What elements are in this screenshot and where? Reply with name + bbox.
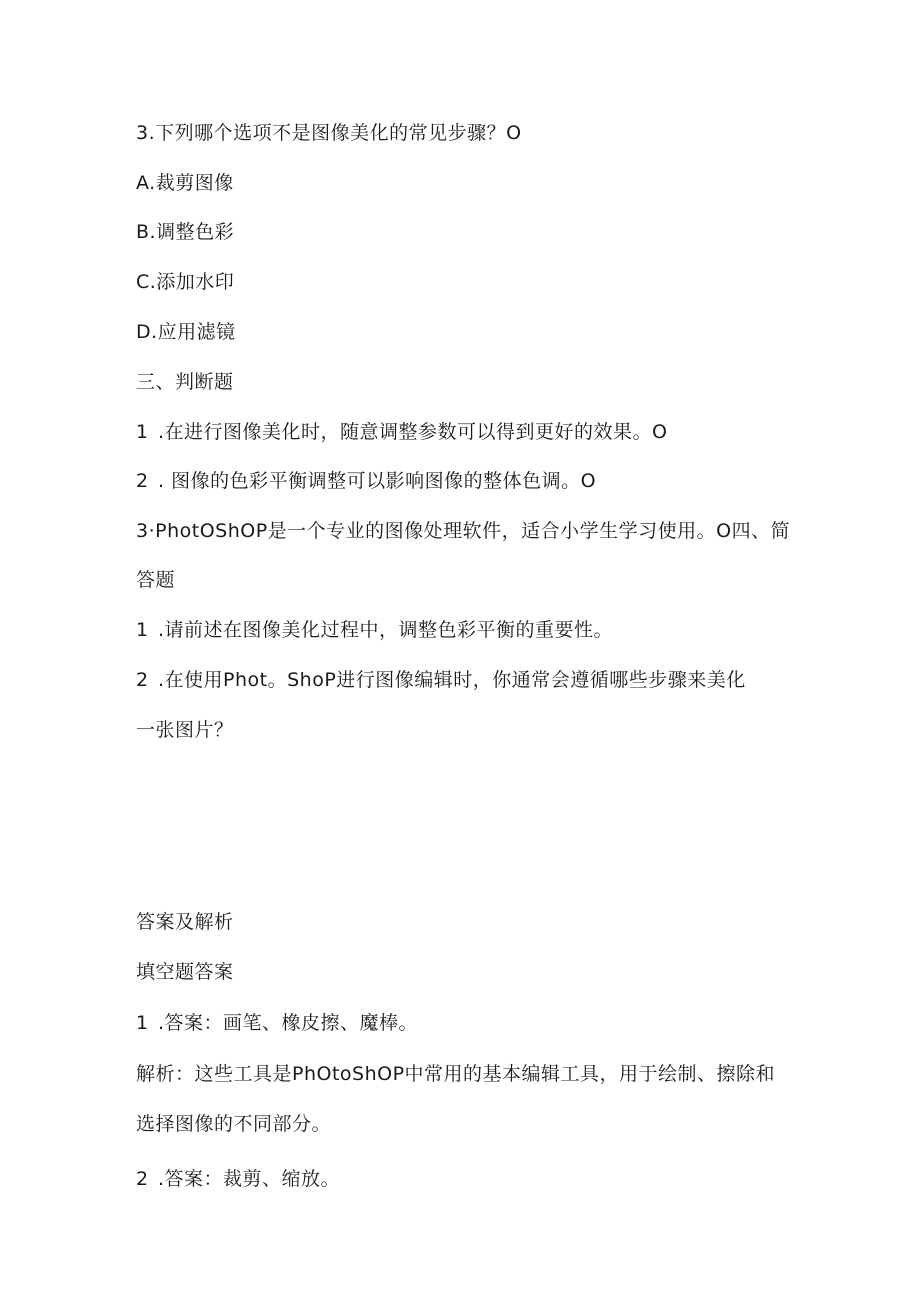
item-text: .请前述在图像美化过程中，调整色彩平衡的重要性。 bbox=[158, 619, 614, 641]
item-number: 1 bbox=[136, 1012, 149, 1034]
section-true-false-heading: 三、判断题 bbox=[136, 371, 234, 393]
item-number: 2 bbox=[136, 1168, 149, 1190]
section-short-answer-heading-cont: 答题 bbox=[136, 569, 176, 591]
option-a: A.裁剪图像 bbox=[136, 172, 234, 194]
item-text: .在进行图像美化时，随意调整参数可以得到更好的效果。O bbox=[158, 421, 668, 443]
option-c: C.添加水印 bbox=[136, 271, 235, 293]
answers-heading: 答案及解析 bbox=[136, 911, 234, 933]
explanation-1: 解析：这些工具是PhOtoShOP中常用的基本编辑工具，用于绘制、擦除和 bbox=[136, 1063, 776, 1085]
item-number: 1 bbox=[136, 421, 149, 443]
true-false-item-3: 3·PhotOShOP是一个专业的图像处理软件，适合小学生学习使用。O四、简 bbox=[136, 520, 791, 542]
short-answer-item-2 bbox=[136, 668, 746, 692]
answer-item-1 bbox=[136, 1011, 418, 1035]
option-b: B.调整色彩 bbox=[136, 221, 235, 243]
question-3: 3.下列哪个选项不是图像美化的常见步骤？O bbox=[136, 122, 522, 144]
true-false-item-2 bbox=[136, 469, 596, 493]
option-d: D.应用滤镜 bbox=[136, 321, 236, 343]
item-number: 1 bbox=[136, 619, 149, 641]
item-text: . 图像的色彩平衡调整可以影响图像的整体色调。O bbox=[158, 470, 597, 492]
item-number: 2 bbox=[136, 470, 149, 492]
item-text: .在使用Phot。ShoP进行图像编辑时，你通常会遵循哪些步骤来美化 bbox=[158, 669, 746, 691]
short-answer-item-1 bbox=[136, 618, 613, 642]
fill-blank-answers-heading: 填空题答案 bbox=[136, 961, 234, 983]
short-answer-item-2-cont: 一张图片？ bbox=[136, 719, 234, 741]
true-false-item-1 bbox=[136, 420, 668, 444]
explanation-1-cont: 选择图像的不同部分。 bbox=[136, 1113, 332, 1135]
answer-item-2 bbox=[136, 1167, 340, 1191]
item-text: .答案：画笔、橡皮擦、魔棒。 bbox=[158, 1012, 419, 1034]
item-number: 2 bbox=[136, 669, 149, 691]
item-text: .答案：裁剪、缩放。 bbox=[158, 1168, 341, 1190]
